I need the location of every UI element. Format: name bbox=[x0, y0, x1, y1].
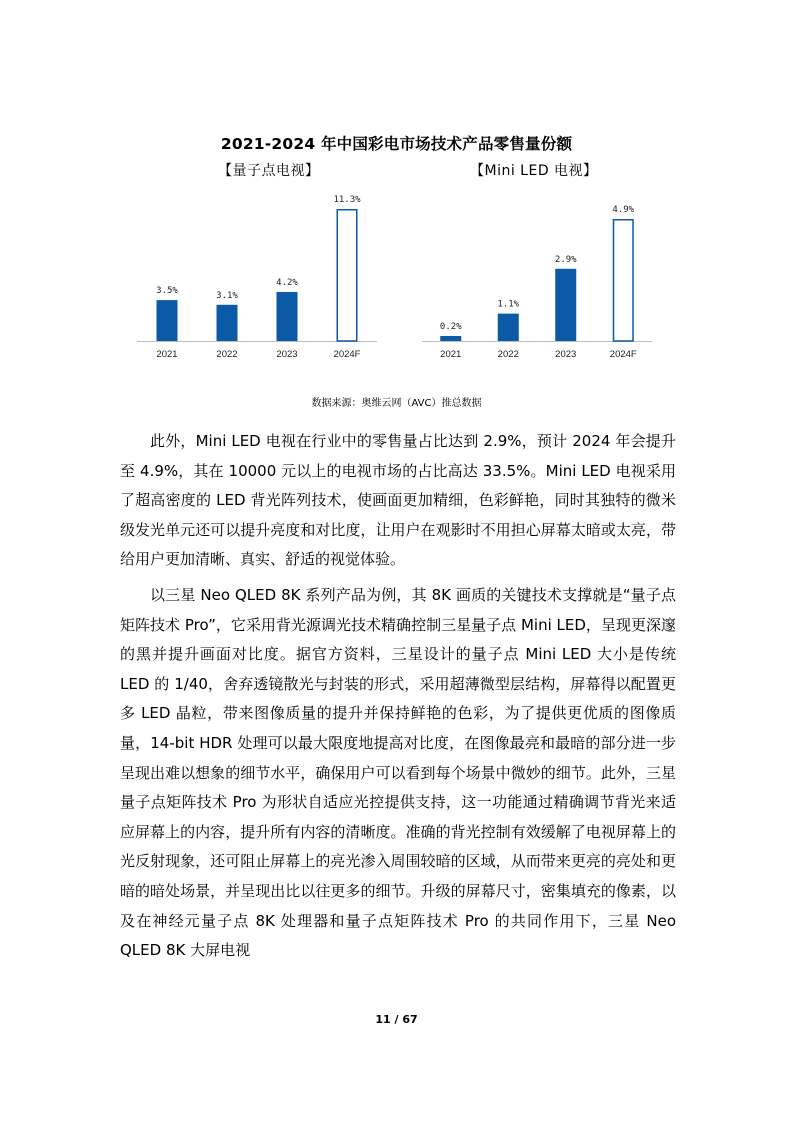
bar-mini-led-2022 bbox=[498, 314, 519, 341]
bar-mini-led-2024f bbox=[614, 220, 634, 341]
bar-mini-led-2021 bbox=[440, 336, 461, 341]
data-label-mini-led-2022: 1.1% bbox=[497, 299, 520, 310]
x-tick-label-quantum-dot-2022: 2022 bbox=[216, 349, 238, 360]
bar-quantum-dot-2021 bbox=[157, 300, 178, 341]
paragraph-1: 此外，Mini LED 电视在行业中的零售量占比达到 2.9%，预计 2024 年会提升至 4.9%，其在 10000 元以上的电视市场的占比高达 33.5%。Mini LED 电视采用了超高密度的 LED 背光阵列技术，使画面更加精细，色彩鲜艳，同时其独特的微米级发光单元还可以提升亮度和对比度，让用户在观影时不用担心屏幕太暗或太亮，带给用户更加清晰、真实、舒适的视觉体验。 bbox=[120, 432, 676, 569]
bar-quantum-dot-2022 bbox=[217, 305, 238, 341]
paragraph-2: 以三星 Neo QLED 8K 系列产品为例，其 8K 画质的关键技术支撑就是“量子点矩阵技术 Pro”，它采用背光源调光技术精确控制三星量子点 Mini LED，呈现更深邃的黑并提升画面对比度。据官方资料，三星设计的量子点 Mini LED 大小是传统 LED 的 1/40，舍弃透镜散光与封装的形式，采用超薄微型层结构，屏幕得以配置更多 LED 晶粒，带来图像质量的提升并保持鲜艳的色彩，为了提供更优质的图像质量，14-bit HDR 处理可以最大限度地提高对比度，在图像最亮和最暗的部分进一步呈现出难以想象的细节水平，确保用户可以看到每个场景中微妙的细节。此外，三星量子点矩阵技术 Pro 为形状自适应光控提供支持，这一功能通过精确调节背光来适应屏幕上的内容，提升所有内容的清晰度。准确的背光控制有效缓解了电视屏幕上的光反射现象，还可阻止屏幕上的亮光渗入周围较暗的区域，从而带来更亮的亮处和更暗的暗处场景，并呈现出比以往更多的细节。升级的屏幕尺寸，密集填充的像素，以及在神经元量子点 8K 处理器和量子点矩阵技术 Pro 的共同作用下，三星 Neo QLED 8K 大屏电视 bbox=[120, 585, 676, 960]
figure-title: 2021-2024 年中国彩电市场技术产品零售量份额 bbox=[220, 135, 573, 153]
chart-title-quantum-dot: 【量子点电视】 bbox=[218, 163, 320, 179]
bar-mini-led-2023 bbox=[555, 269, 576, 341]
data-label-quantum-dot-2024f: 11.3% bbox=[333, 195, 361, 205]
data-label-quantum-dot-2021: 3.5% bbox=[156, 286, 178, 297]
x-tick-label-mini-led-2023: 2023 bbox=[555, 349, 577, 360]
data-label-quantum-dot-2023: 4.2% bbox=[276, 277, 298, 288]
bar-charts bbox=[0, 0, 793, 400]
data-label-mini-led-2024f: 4.9% bbox=[612, 205, 635, 215]
data-source-note: 数据来源：奥维云网（AVC）推总数据 bbox=[311, 398, 482, 409]
x-tick-label-quantum-dot-2023: 2023 bbox=[276, 349, 298, 360]
x-tick-label-mini-led-2022: 2022 bbox=[497, 349, 519, 360]
page-number: 11 / 67 bbox=[375, 1013, 418, 1026]
bar-quantum-dot-2024f bbox=[337, 210, 357, 341]
x-tick-label-quantum-dot-2021: 2021 bbox=[156, 349, 178, 360]
chart-title-mini-led: 【Mini LED 电视】 bbox=[470, 163, 598, 179]
bar-quantum-dot-2023 bbox=[277, 292, 298, 341]
data-label-mini-led-2023: 2.9% bbox=[554, 254, 577, 265]
x-tick-label-mini-led-2021: 2021 bbox=[440, 349, 462, 360]
body-text bbox=[120, 427, 676, 966]
x-tick-label-quantum-dot-2024f: 2024F bbox=[333, 349, 361, 360]
x-tick-label-mini-led-2024f: 2024F bbox=[609, 349, 637, 360]
data-label-mini-led-2021: 0.2% bbox=[439, 322, 462, 333]
data-label-quantum-dot-2022: 3.1% bbox=[216, 290, 238, 301]
